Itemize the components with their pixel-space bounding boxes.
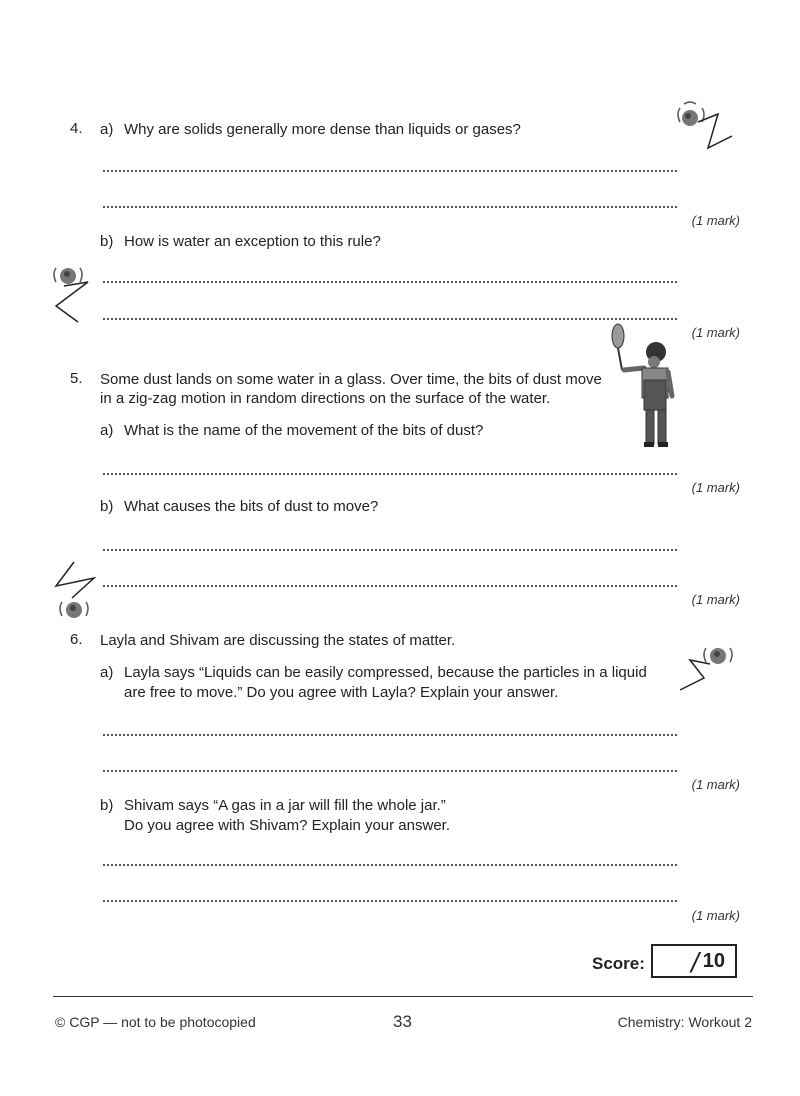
question-text-line: Layla says “Liquids can be easily compressed, because the particles in a liquid xyxy=(124,664,647,681)
part-label: b) xyxy=(100,233,114,250)
question-number: 5. xyxy=(70,370,83,387)
answer-line[interactable] xyxy=(103,473,677,475)
mark-allocation: (1 mark) xyxy=(691,480,740,495)
score-slash: / xyxy=(691,947,699,978)
question-text: What is the name of the movement of the bits of dust? xyxy=(124,422,484,439)
question-text-line: Shivam says “A gas in a jar will fill the whole jar.” xyxy=(124,797,446,814)
mark-allocation: (1 mark) xyxy=(691,592,740,607)
person-dusting-illustration xyxy=(608,322,688,452)
dust-zigzag-icon xyxy=(672,96,740,154)
answer-line[interactable] xyxy=(103,770,677,772)
question-text: How is water an exception to this rule? xyxy=(124,233,381,250)
dust-zigzag-icon xyxy=(48,258,116,328)
question-number: 4. xyxy=(70,120,83,137)
part-label: a) xyxy=(100,121,114,138)
answer-line[interactable] xyxy=(103,734,677,736)
mark-allocation: (1 mark) xyxy=(691,777,740,792)
dust-zigzag-icon xyxy=(48,560,108,626)
answer-line[interactable] xyxy=(103,549,677,551)
mark-allocation: (1 mark) xyxy=(691,213,740,228)
question-intro-line: in a zig-zag motion in random directions on the surface of the water. xyxy=(100,390,551,407)
answer-line[interactable] xyxy=(103,318,677,320)
footer-copyright: © CGP — not to be photocopied xyxy=(55,1014,256,1030)
footer-rule xyxy=(53,996,753,997)
question-text: Why are solids generally more dense than liquids or gases? xyxy=(124,121,521,138)
answer-line[interactable] xyxy=(103,281,677,283)
score-label: Score: xyxy=(592,954,645,973)
answer-line[interactable] xyxy=(103,900,677,902)
question-text: What causes the bits of dust to move? xyxy=(124,498,379,515)
part-label: a) xyxy=(100,664,114,681)
question-number: 6. xyxy=(70,631,83,648)
answer-line[interactable] xyxy=(103,864,677,866)
page-number: 33 xyxy=(393,1012,412,1031)
question-text-line: are free to move.” Do you agree with Layla? Explain your answer. xyxy=(124,684,559,701)
question-intro-line: Some dust lands on some water in a glass. Over time, the bits of dust move xyxy=(100,371,602,388)
part-label: b) xyxy=(100,498,114,515)
mark-allocation: (1 mark) xyxy=(691,325,740,340)
score-box[interactable] xyxy=(651,944,737,978)
answer-line[interactable] xyxy=(103,206,677,208)
footer-book-title: Chemistry: Workout 2 xyxy=(617,1014,752,1030)
answer-line[interactable] xyxy=(103,585,677,587)
question-text-line: Do you agree with Shivam? Explain your answer. xyxy=(124,817,451,834)
mark-allocation: (1 mark) xyxy=(691,908,740,923)
dust-zigzag-icon xyxy=(676,636,740,696)
answer-line[interactable] xyxy=(103,170,677,172)
part-label: b) xyxy=(100,797,114,814)
score-total: 10 xyxy=(702,950,725,972)
part-label: a) xyxy=(100,422,114,439)
question-intro-line: Layla and Shivam are discussing the states of matter. xyxy=(100,632,456,649)
